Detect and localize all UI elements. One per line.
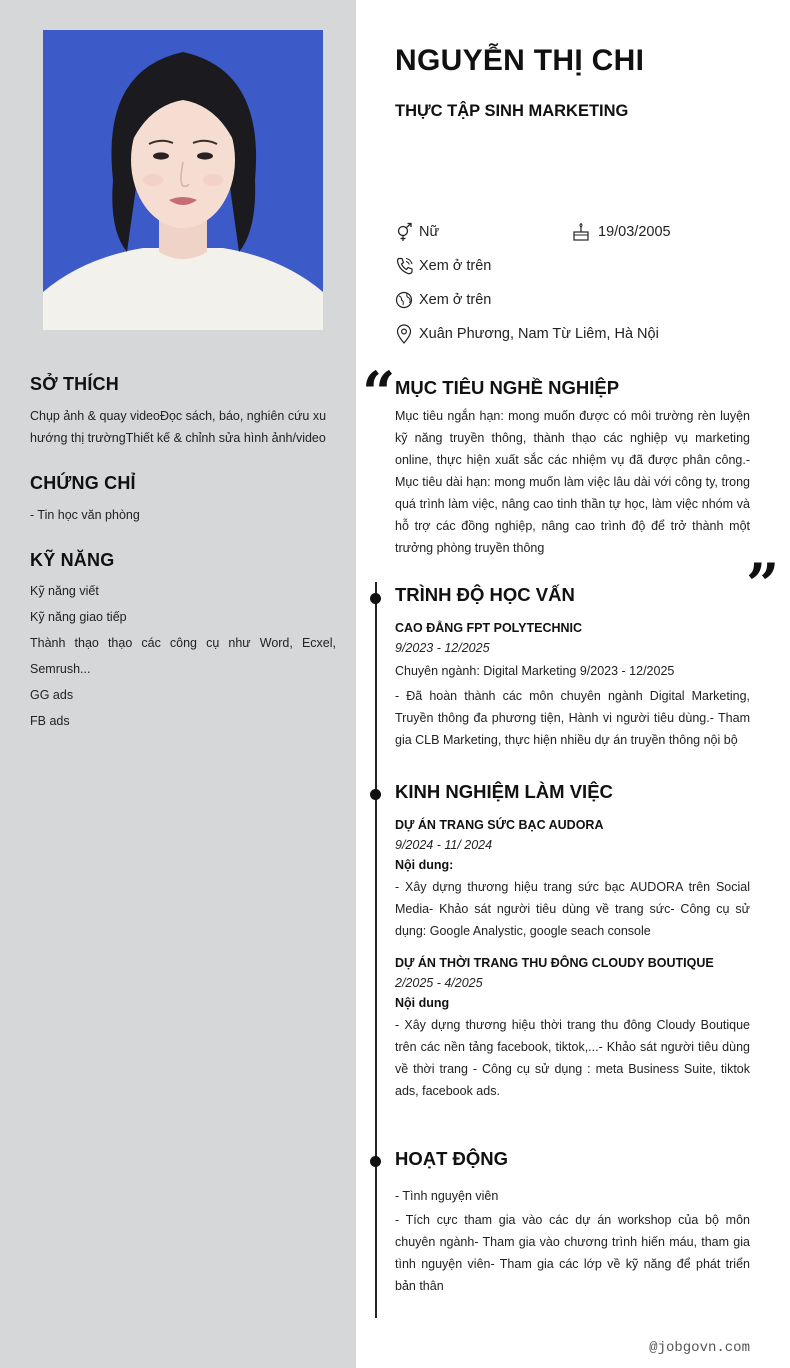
open-quote-icon: “ xyxy=(362,359,396,427)
hobbies-section xyxy=(30,374,336,449)
phone-icon xyxy=(395,256,415,276)
address-value: Xuân Phương, Nam Từ Liêm, Hà Nội xyxy=(419,326,659,342)
skill-item: FB ads xyxy=(30,714,70,728)
experience-entry xyxy=(395,818,750,942)
objective-section xyxy=(395,377,750,559)
info-phone xyxy=(395,256,491,276)
education-date: 9/2023 - 12/2025 xyxy=(395,641,490,655)
job-date: 2/2025 - 4/2025 xyxy=(395,976,483,990)
activity-item: - Tích cực tham gia vào các dự án workshop của bộ môn chuyên ngành- Tham gia vào chương trình hiến máu, tham gia tình nguyện viên- Tham gia các lớp về kỹ năng để phát triển bản thân xyxy=(395,1213,750,1293)
profile-photo xyxy=(43,30,323,330)
education-section xyxy=(395,584,750,751)
candidate-role: THỰC TẬP SINH MARKETING xyxy=(395,102,629,120)
website-value: Xem ở trên xyxy=(419,292,492,308)
certificates-text: - Tin học văn phòng xyxy=(30,508,140,522)
activity-item: - Tình nguyện viên xyxy=(395,1189,499,1203)
certificates-section xyxy=(30,473,336,526)
skill-item: Kỹ năng viết xyxy=(30,584,99,598)
timeline-dot xyxy=(370,789,381,800)
skill-item: Thành thạo thạo các công cụ như Word, Ecxel, Semrush... xyxy=(30,636,336,676)
experience-entry xyxy=(395,956,750,1102)
job-content-label: Nội dung: xyxy=(395,858,454,872)
phone-value: Xem ở trên xyxy=(419,258,492,274)
skills-title: KỸ NĂNG xyxy=(30,550,115,570)
skills-section xyxy=(30,550,336,734)
job-title: DỰ ÁN TRANG SỨC BẠC AUDORA xyxy=(395,818,604,832)
job-detail: - Xây dựng thương hiệu trang sức bạc AUDORA trên Social Media- Khảo sát người tiêu dùng về trang sức- Công cụ sử dụng: Google Analystic, google seach console xyxy=(395,880,750,938)
gender-icon xyxy=(395,222,415,242)
globe-icon xyxy=(395,290,415,310)
job-date: 9/2024 - 11/ 2024 xyxy=(395,838,493,852)
location-pin-icon xyxy=(395,324,415,344)
education-title: TRÌNH ĐỘ HỌC VẤN xyxy=(395,584,575,605)
education-detail: - Đã hoàn thành các môn chuyên ngành Digital Marketing, Truyền thông đa phương tiện, Hành vi người tiêu dùng.- Tham gia CLB Marketing, thực hiện nhiều dự án truyền thông nội bộ xyxy=(395,689,750,747)
job-detail: - Xây dựng thương hiệu thời trang thu đông Cloudy Boutique trên các nền tảng facebook, tiktok,...- Khảo sát người tiêu dùng về thời trang - Công cụ sử dụng : meta Business Suite, tiktok ads, facebook ads. xyxy=(395,1018,750,1098)
sidebar xyxy=(0,0,356,1368)
close-quote-icon: ” xyxy=(746,551,780,619)
cake-icon xyxy=(572,222,590,242)
activities-section xyxy=(395,1148,750,1297)
info-address xyxy=(395,324,659,344)
info-website xyxy=(395,290,491,310)
hobbies-title: SỞ THÍCH xyxy=(30,374,119,394)
education-school: CAO ĐẲNG FPT POLYTECHNIC xyxy=(395,621,583,635)
gender-value: Nữ xyxy=(419,224,440,240)
objective-title: MỤC TIÊU NGHỀ NGHIỆP xyxy=(395,377,620,398)
objective-text: Mục tiêu ngắn hạn: mong muốn được có môi trường rèn luyện kỹ năng truyền thông, thành thạo các nghiệp vụ marketing online, thực hiện xuất sắc các nhiệm vụ đã được phân công.- Mục tiêu dài hạn: mong muốn làm việc lâu dài với công ty, trong quá trình làm việc, nâng cao tinh thần tự học, làm việc nhóm và hỗ trợ các đồng nghiệp, nâng cao trình độ để trở thành một trưởng phòng truyền thông xyxy=(395,409,750,555)
timeline-dot xyxy=(370,1156,381,1167)
timeline-dot xyxy=(370,593,381,604)
experience-section xyxy=(395,781,750,1102)
skill-item: Kỹ năng giao tiếp xyxy=(30,610,127,624)
job-content-label: Nội dung xyxy=(395,996,450,1010)
watermark: @jobgovn.com xyxy=(649,1340,750,1356)
certificates-title: CHỨNG CHỈ xyxy=(30,473,136,493)
hobbies-text: Chụp ảnh & quay videoĐọc sách, báo, nghiên cứu xu hướng thị trườngThiết kế & chỉnh sửa hình ảnh/video xyxy=(30,409,327,445)
info-birthday xyxy=(572,222,671,242)
timeline-line xyxy=(375,582,377,1318)
job-title: DỰ ÁN THỜI TRANG THU ĐÔNG CLOUDY BOUTIQUE xyxy=(395,956,714,970)
experience-title: KINH NGHIỆM LÀM VIỆC xyxy=(395,781,613,802)
education-major: Chuyên ngành: Digital Marketing 9/2023 - 12/2025 xyxy=(395,664,675,678)
birthday-value: 19/03/2005 xyxy=(598,224,671,240)
info-gender xyxy=(395,222,439,242)
candidate-name: NGUYỄN THỊ CHI xyxy=(395,44,645,77)
skill-item: GG ads xyxy=(30,688,74,702)
activities-title: HOẠT ĐỘNG xyxy=(395,1148,509,1169)
